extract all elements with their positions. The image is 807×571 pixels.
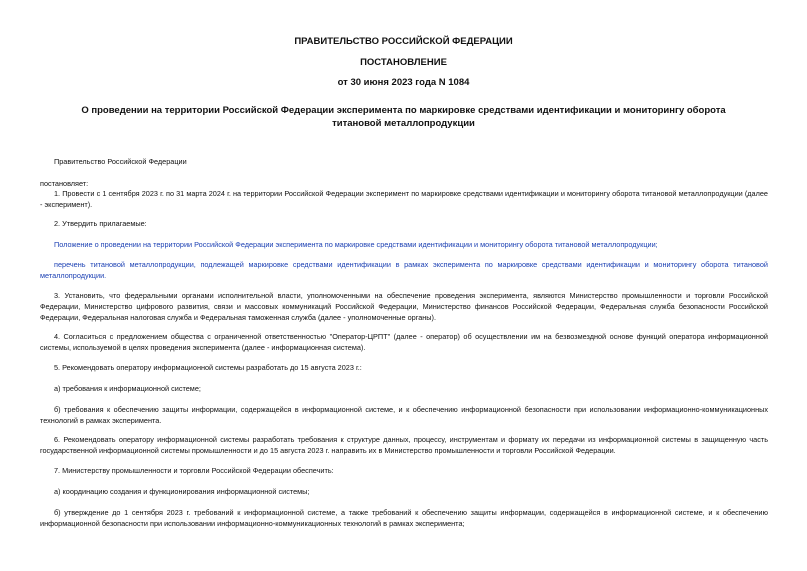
date-number-heading: от 30 июня 2023 года N 1084 xyxy=(337,77,470,88)
paragraph-5a: а) требования к информационной системе; xyxy=(54,384,201,393)
paragraph-5b: б) требования к обеспечению защиты информации, содержащейся в информационной системе, и к обеспечению информационной безопасности при использовании информационно-коммуникационных технологий в рамках эксперимента. xyxy=(40,405,768,425)
paragraph-5: 5. Рекомендовать оператору информационной системы разработать до 15 августа 2023 г.: xyxy=(54,363,362,372)
document-type-heading: ПОСТАНОВЛЕНИЕ xyxy=(360,57,447,68)
paragraph-intro: Правительство Российской Федерации xyxy=(54,157,187,166)
paragraph-6: 6. Рекомендовать оператору информационной системы разработать требования к структуре данных, процессу, инструментам и формату их передачи из информационной системы в защищенную часть государственной информационной системы промышленности и до 15 августа 2023 г. направить их в Министерство промышленности и торговли Российской Федерации. xyxy=(40,435,768,455)
paragraph-2: 2. Утвердить прилагаемые: xyxy=(54,219,147,228)
paragraph-3: 3. Установить, что федеральными органами исполнительной власти, уполномоченными на обеспечение проведения эксперимента, являются Министерство промышленности и торговли Российской Федерации, Министерство цифрового развития, связи и массовых коммуникаций Российской Федерации, Министерство финансов Российской Федерации, Федеральная служба безопасности Российской Федерации, Федеральная налоговая служба и Федеральная таможенная служба (далее - уполномоченные органы). xyxy=(40,291,768,322)
link-regulation[interactable]: Положение о проведении на территории Российской Федерации эксперимента по маркировке средствами идентификации и мониторингу оборота титановой металлопродукции; xyxy=(54,240,658,249)
paragraph-7a: а) координацию создания и функционирования информационной системы; xyxy=(54,487,310,496)
paragraph-7b: б) утверждение до 1 сентября 2023 г. требований к информационной системе, а также требований к обеспечению защиты информации, содержащейся в информационной системе, и к обеспечению информационной безопасности при использовании информационно-коммуникационных технологий в рамках эксперимента; xyxy=(40,508,768,528)
link-product-list[interactable]: перечень титановой металлопродукции, подлежащей маркировке средствами идентификации в рамках эксперимента по маркировке средствами идентификации и мониторингу оборота титановой металлопродукции. xyxy=(40,260,768,280)
paragraph-1: 1. Провести с 1 сентября 2023 г. по 31 марта 2024 г. на территории Российской Федерации эксперимент по маркировке средствами идентификации и мониторингу оборота титановой металлопродукции (далее - эксперимент). xyxy=(40,189,768,209)
paragraph-decides: постановляет: xyxy=(40,179,89,188)
paragraph-4: 4. Согласиться с предложением общества с ограниченной ответственностью "Оператор-ЦРПТ" (далее - оператор) об осуществлении им на безвозмездной основе функций оператора информационной системы, используемой в целях проведения эксперимента (далее - информационная система). xyxy=(40,332,768,352)
paragraph-7: 7. Министерству промышленности и торговли Российской Федерации обеспечить: xyxy=(54,466,334,475)
government-heading: ПРАВИТЕЛЬСТВО РОССИЙСКОЙ ФЕДЕРАЦИИ xyxy=(294,36,513,47)
document-title: О проведении на территории Российской Федерации эксперимента по маркировке средствами идентификации и мониторингу оборота титановой металлопродукции xyxy=(81,105,726,129)
